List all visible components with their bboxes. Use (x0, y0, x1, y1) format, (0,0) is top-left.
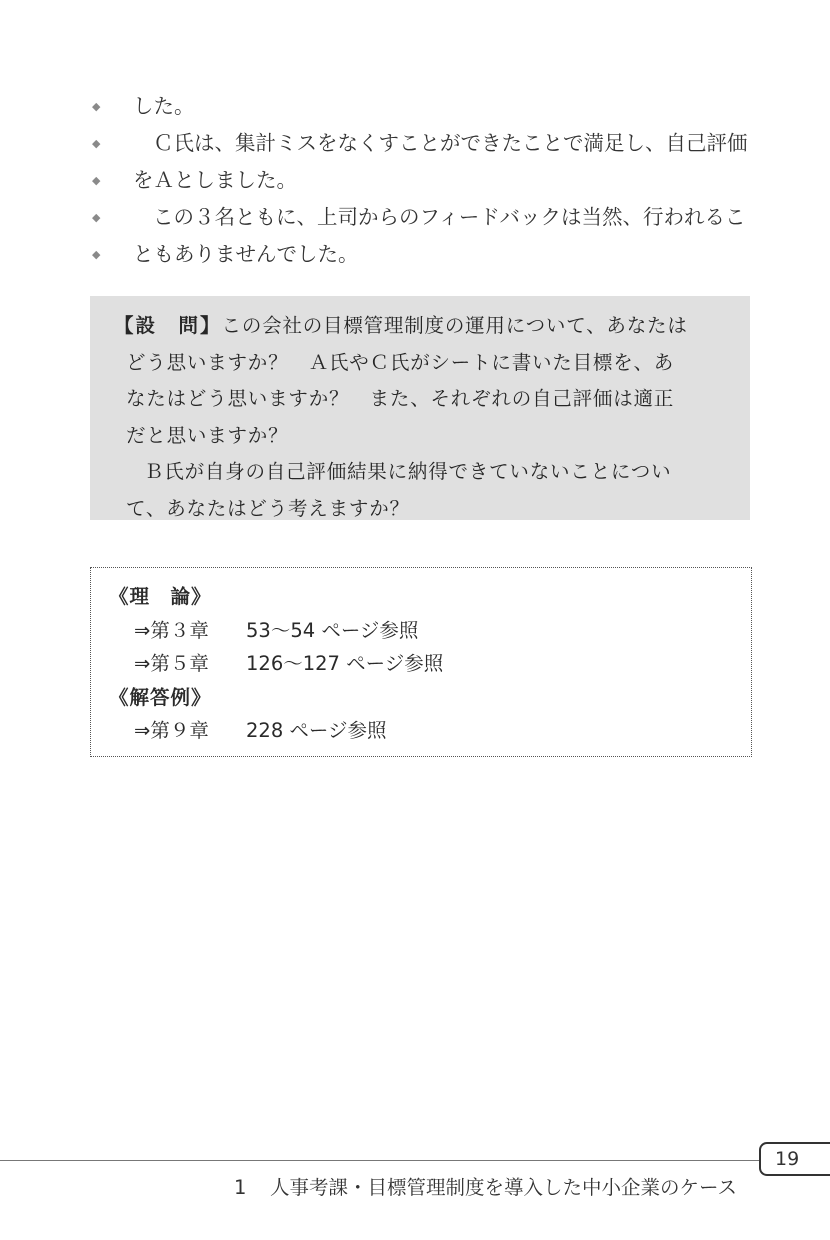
theory-heading: 《理 論》 (109, 585, 212, 608)
question-line: Ｂ氏が自身の自己評価結果に納得できていないことについ (144, 460, 672, 483)
body-line (92, 125, 762, 162)
bullet-icon: ◆ (92, 100, 101, 113)
question-box (90, 296, 750, 520)
reference-item (109, 614, 751, 648)
body-line-text: この３名ともに、上司からのフィードバックは当然、行われるこ (153, 205, 746, 229)
footer-chapter-number: 1 (234, 1176, 247, 1199)
reference-chapter: ⇒第５章 (134, 652, 209, 675)
reference-box (90, 567, 752, 757)
reference-chapter: ⇒第３章 (134, 618, 209, 642)
body-line-text: ともありませんでした。 (133, 242, 359, 266)
question-label: 【設 問】 (114, 314, 222, 337)
running-footer (234, 1172, 737, 1200)
body-text (92, 88, 762, 273)
body-line-text: をＡとしました。 (133, 168, 297, 192)
bullet-icon: ◆ (92, 248, 101, 261)
question-line (114, 308, 732, 345)
footer-rule (0, 1160, 760, 1161)
body-line-text: した。 (133, 94, 195, 118)
question-line: どう思いますか？ Ａ氏やＣ氏がシートに書いた目標を、あ (126, 350, 675, 374)
body-line (92, 199, 762, 236)
reference-chapter: ⇒第９章 (134, 719, 209, 742)
page-number-tab (759, 1142, 830, 1176)
question-line: て、あなたはどう考えますか？ (126, 496, 410, 520)
footer-chapter-title: 人事考課・目標管理制度を導入した中小企業のケース (270, 1176, 738, 1199)
bullet-icon: ◆ (92, 211, 101, 224)
reference-pages: 53〜54 ページ参照 (246, 618, 419, 642)
body-line (92, 236, 762, 273)
body-line (92, 162, 762, 199)
reference-item (109, 647, 751, 681)
body-line-text: Ｃ氏は、集計ミスをなくすことができたことで満足し、自己評価 (153, 131, 748, 155)
answer-heading: 《解答例》 (109, 685, 212, 709)
body-line (92, 88, 762, 125)
reference-item (109, 714, 751, 748)
reference-pages: 228 ページ参照 (246, 719, 387, 742)
bullet-icon: ◆ (92, 137, 101, 150)
question-text: この会社の目標管理制度の運用について、あなたは (221, 314, 688, 337)
bullet-icon: ◆ (92, 174, 101, 187)
reference-pages: 126〜127 ページ参照 (246, 652, 444, 675)
question-line: なたはどう思いますか？ また、それぞれの自己評価は適正 (126, 387, 675, 410)
question-line: だと思いますか？ (126, 423, 289, 447)
page-number: 19 (775, 1148, 800, 1170)
